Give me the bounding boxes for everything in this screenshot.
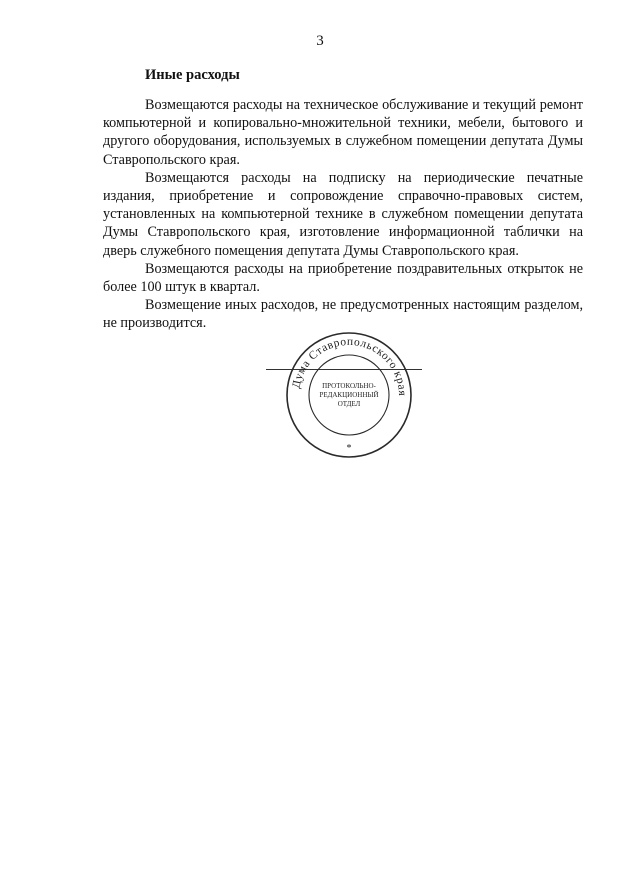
official-stamp: [284, 330, 414, 460]
stamp-center-line-3: ОТДЕЛ: [337, 400, 361, 408]
section-heading: Иные расходы: [145, 67, 240, 83]
paragraph-greeting-cards: Возмещаются расходы на приобретение поздравительных открыток не более 100 штук в квартал.: [103, 260, 583, 296]
page-number: 3: [316, 33, 324, 49]
body-text: [103, 96, 583, 333]
stamp-center-line-1: ПРОТОКОЛЬНО-: [322, 382, 376, 390]
stamp-star: *: [346, 443, 352, 454]
paragraph-subscriptions: Возмещаются расходы на подписку на периодические печатные издания, приобретение и сопровождение справочно-правовых систем, установленных на компьютерной технике в служебном помещении депутата Думы Ставропольского края, изготовление информационной таблички на дверь служебного помещения депутата Думы Ставропольского края.: [103, 169, 583, 259]
paragraph-maintenance: Возмещаются расходы на техническое обслуживание и текущий ремонт компьютерной и копировально-множительной техники, мебели, бытового и другого оборудования, используемых в служебном помещении депутата Думы Ставропольского края.: [103, 97, 583, 168]
stamp-center-line-2: РЕДАКЦИОННЫЙ: [319, 391, 379, 399]
paragraph-other-expenses: Возмещение иных расходов, не предусмотренных настоящим разделом, не производится.: [103, 297, 583, 332]
stamp-ring-text: Дума Ставропольского края: [290, 335, 409, 397]
